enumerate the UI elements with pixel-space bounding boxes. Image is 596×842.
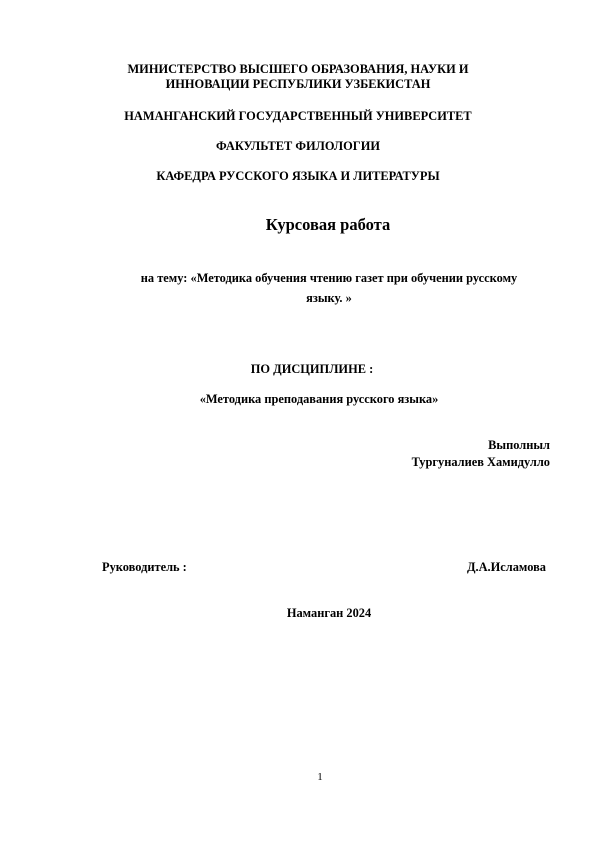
author-label: Выполныл: [488, 438, 550, 452]
work-type-title: Курсовая работа: [265, 215, 391, 234]
city-year: Наманган 2024: [286, 606, 372, 620]
faculty-name: ФАКУЛЬТЕТ ФИЛОЛОГИИ: [216, 139, 380, 153]
supervisor-label: Руководитель :: [102, 560, 187, 574]
supervisor-name: Д.А.Исламова: [466, 560, 546, 574]
department-name: КАФЕДРА РУССКОГО ЯЗЫКА И ЛИТЕРАТУРЫ: [156, 169, 440, 183]
discipline-name: «Методика преподавания русского языка»: [199, 392, 439, 406]
topic-line-1: на тему: «Методика обучения чтению газет при обучении русскому: [140, 271, 518, 285]
ministry-line-2: ИННОВАЦИИ РЕСПУБЛИКИ УЗБЕКИСТАН: [165, 77, 431, 91]
topic-line-2: языку. »: [306, 291, 352, 305]
ministry-line-1: МИНИСТЕРСТВО ВЫСШЕГО ОБРАЗОВАНИЯ, НАУКИ И: [127, 62, 469, 76]
discipline-label: ПО ДИСЦИПЛИНЕ :: [250, 362, 374, 376]
author-name: Тургуналиев Хамидулло: [411, 455, 550, 469]
university-name: НАМАНГАНСКИЙ ГОСУДАРСТВЕННЫЙ УНИВЕРСИТЕТ: [124, 109, 472, 123]
page-number: 1: [317, 771, 323, 783]
